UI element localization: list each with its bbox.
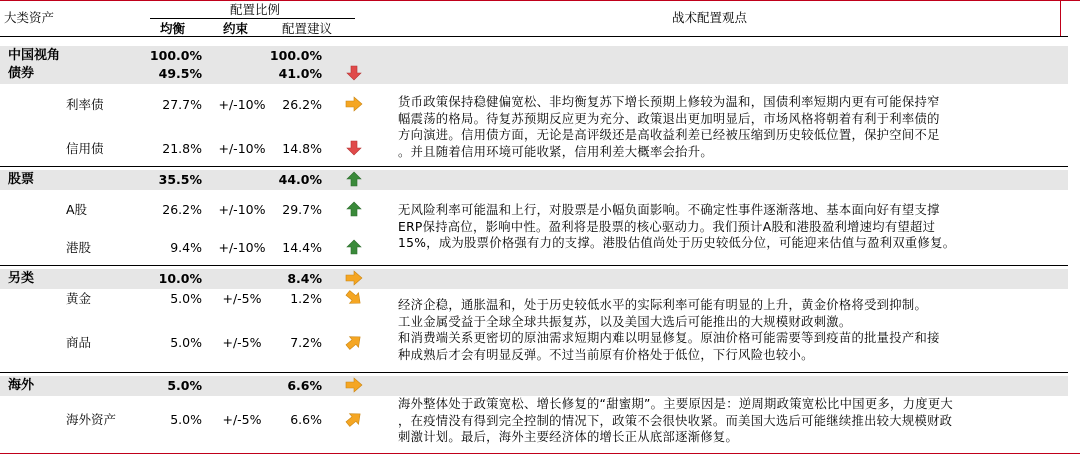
row-credit-bonds-constraint: +/-10% <box>218 141 266 156</box>
row-a-shares-balanced: 26.2% <box>162 202 202 217</box>
row-overseas-assets-constraint: +/-5% <box>222 412 262 427</box>
row-china-balanced: 100.0% <box>149 48 202 63</box>
row-overseas-assets-label: 海外资产 <box>66 412 117 427</box>
row-a-shares-constraint: +/-10% <box>218 202 266 217</box>
row-credit-bonds-recommendation: 14.8% <box>282 141 322 156</box>
arrow-up-right-icon <box>345 411 363 427</box>
header-balanced: 均衡 <box>160 21 186 36</box>
row-credit-bonds-label: 信用债 <box>66 141 104 156</box>
row-bonds-label: 债券 <box>8 66 35 81</box>
row-commodities-label: 商品 <box>66 335 92 350</box>
arrow-down-icon <box>345 140 363 156</box>
row-rate-bonds-balanced: 27.7% <box>162 97 202 112</box>
arrow-up-icon <box>345 171 363 187</box>
row-bonds-recommendation: 41.0% <box>278 66 322 81</box>
header-recommendation: 配置建议 <box>282 21 333 36</box>
row-china-label: 中国视角 <box>8 48 61 63</box>
row-hk-shares-recommendation: 14.4% <box>282 240 322 255</box>
row-overseas-label: 海外 <box>8 378 35 393</box>
arrow-right-icon <box>345 96 363 112</box>
row-a-shares-label: A股 <box>66 202 88 217</box>
row-alternatives-recommendation: 8.4% <box>287 271 322 286</box>
arrow-down-icon <box>345 65 363 81</box>
row-alternatives-label: 另类 <box>8 271 35 286</box>
row-commodities-recommendation: 7.2% <box>290 335 322 350</box>
row-rate-bonds-label: 利率债 <box>66 97 104 112</box>
row-rate-bonds-recommendation: 26.2% <box>282 97 322 112</box>
row-credit-bonds-balanced: 21.8% <box>162 141 202 156</box>
row-alternatives-balanced: 10.0% <box>158 271 202 286</box>
row-gold-recommendation: 1.2% <box>290 291 322 306</box>
arrow-right-icon <box>345 377 363 393</box>
arrow-up-icon <box>345 239 363 255</box>
view-bonds: 货币政策保持稳健偏宽松、非均衡复苏下增长预期上修较为温和，国债利率短期内更有可能保持窄 幅震荡的格局。待复苏预期反应更为充分、政策退出更加明显后，市场风格将朝着有利于利率债的 方向演进。信用债方面，无论是高评级还是高收益利差已经被压缩到历史较低位置，保护空间不足 。并且随着信用环境可能收紧，信用利差大概率会抬升。 <box>398 95 940 159</box>
row-hk-shares-label: 港股 <box>66 240 92 255</box>
row-commodities-constraint: +/-5% <box>222 335 262 350</box>
row-bonds-balanced: 49.5% <box>158 66 202 81</box>
header-asset-class: 大类资产 <box>4 10 55 25</box>
header-divider <box>1060 0 1061 36</box>
row-overseas-assets-recommendation: 6.6% <box>290 412 322 427</box>
ratio-underline <box>150 18 355 19</box>
rule-alternatives-end <box>0 372 1068 373</box>
bottom-rule <box>0 453 1080 454</box>
view-equities: 无风险利率可能温和上行，对股票是小幅负面影响。不确定性事件逐渐落地、基本面向好有望支撑 ERP保持高位，影响中性。盈利将是股票的核心驱动力。我们预计A股和港股盈利增速均有望超过 15%，成为股票价格强有力的支撑。港股估值尚处于历史较低分位，可能迎来估值与盈利双重修复。 <box>398 203 956 251</box>
row-hk-shares-balanced: 9.4% <box>170 240 202 255</box>
rule-equities-end <box>0 265 1068 266</box>
row-commodities-balanced: 5.0% <box>170 335 202 350</box>
row-gold-balanced: 5.0% <box>170 291 202 306</box>
row-rate-bonds-constraint: +/-10% <box>218 97 266 112</box>
view-alternatives: 经济企稳，通胀温和，处于历史较低水平的实际利率可能有明显的上升，黄金价格将受到抑制。 工业金属受益于全球全球共振复苏，以及美国大选后可能推出的大规模财政刺激。 和消费端关系更密切的原油需求短期内难以明显修复。原油价格可能需要等到疫苗的批量投产和接 种成熟后才会有明显反弹。不过当前原有价格处于低位，下行风险也较小。 <box>398 298 940 362</box>
arrow-down-right-icon <box>345 290 363 306</box>
row-equities-balanced: 35.5% <box>158 172 202 187</box>
header-allocation-ratio: 配置比例 <box>230 2 281 17</box>
arrow-right-icon <box>345 270 363 286</box>
row-china-recommendation: 100.0% <box>269 48 322 63</box>
arrow-up-icon <box>345 201 363 217</box>
top-rule <box>0 0 1080 1</box>
row-equities-recommendation: 44.0% <box>278 172 322 187</box>
row-equities-label: 股票 <box>8 172 35 187</box>
header-views: 战术配置观点 <box>672 10 748 25</box>
arrow-up-right-icon <box>345 334 363 350</box>
row-overseas-assets-balanced: 5.0% <box>170 412 202 427</box>
row-hk-shares-constraint: +/-10% <box>218 240 266 255</box>
row-gold-constraint: +/-5% <box>222 291 262 306</box>
rule-bonds-end <box>0 166 1068 167</box>
row-a-shares-recommendation: 29.7% <box>282 202 322 217</box>
row-overseas-recommendation: 6.6% <box>287 378 322 393</box>
header-constraint: 约束 <box>223 21 249 36</box>
row-gold-label: 黄金 <box>66 291 92 306</box>
view-overseas: 海外整体处于政策宽松、增长修复的“甜蜜期”。主要原因是：逆周期政策宽松比中国更多，力度更大 ，在疫情没有得到完全控制的情况下，政策不会很快收紧。而美国大选后可能继续推出较大规模财政 刺激计划。最后，海外主要经济体的增长正从底部逐渐修复。 <box>398 397 954 445</box>
row-overseas-balanced: 5.0% <box>167 378 202 393</box>
